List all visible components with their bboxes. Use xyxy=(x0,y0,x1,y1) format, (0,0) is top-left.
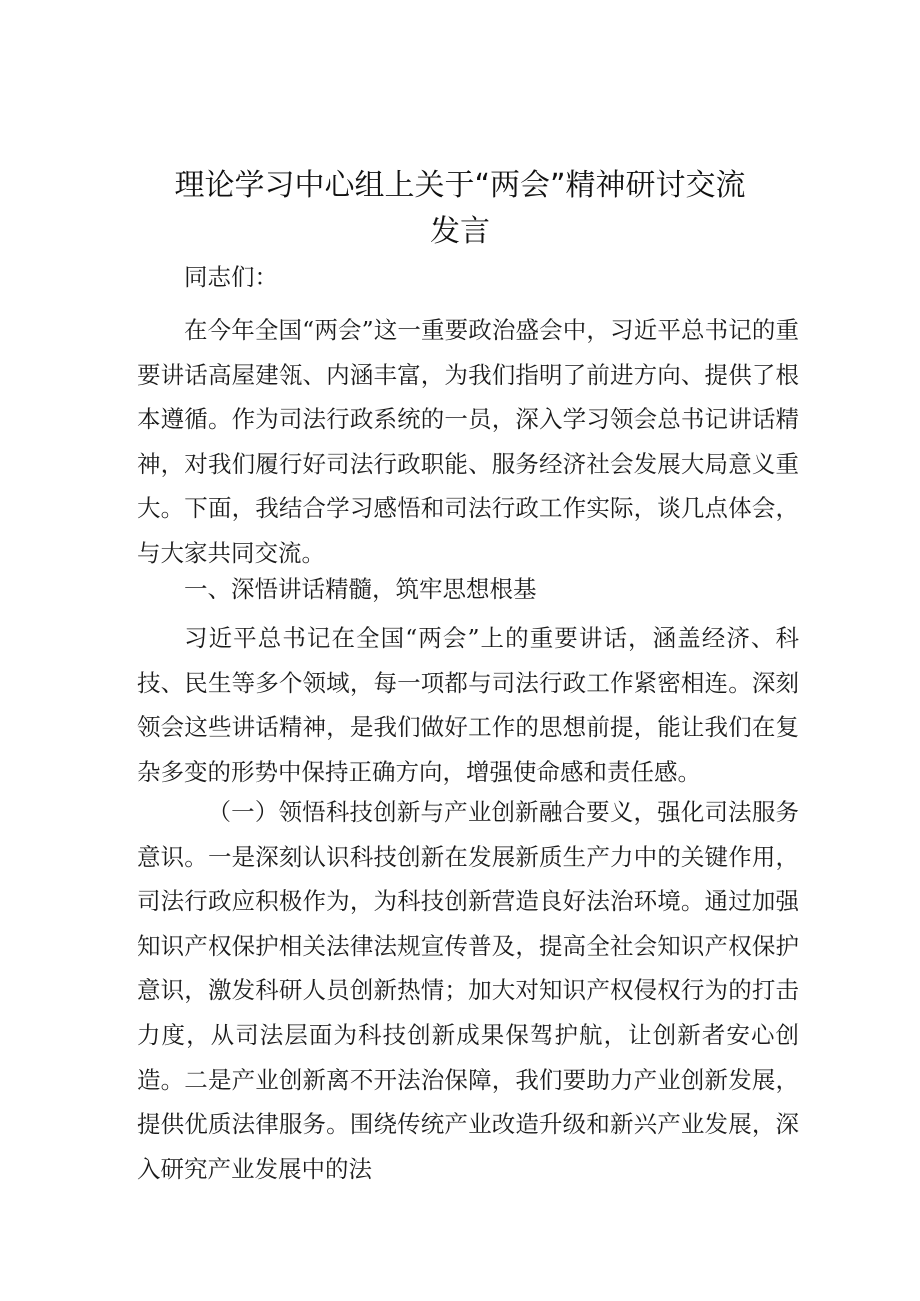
salutation: 同志们： xyxy=(184,263,278,291)
document-title xyxy=(100,163,820,255)
section-heading-1: 一、深悟讲话精髓，筑牢思想根基 xyxy=(184,575,537,603)
title-line-2: 发言 xyxy=(430,214,490,249)
paragraph-intro-text: 在今年全国“两会”这一重要政治盛会中，习近平总书记的重要讲话高屋建瓴、内涵丰富，为我们指明了前进方向、提供了根本遵循。作为司法行政系统的一员，深入学习领会总书记讲话精神，对我们履行好司法行政职能、服务经济社会发展大局意义重大。下面，我结合学习感悟和司法行政工作实际，谈几点体会，与大家共同交流。 xyxy=(137,316,799,567)
paragraph-intro xyxy=(137,308,799,576)
paragraph-section-1 xyxy=(137,616,799,794)
title-line-1: 理论学习中心组上关于“两会”精神研讨交流 xyxy=(174,168,746,203)
paragraph-section-1-text: 习近平总书记在全国“两会”上的重要讲话，涵盖经济、科技、民生等多个领域，每一项都与司法行政工作紧密相连。深刻领会这些讲话精神，是我们做好工作的思想前提，能让我们在复杂多变的形势中保持正确方向，增强使命感和责任感。 xyxy=(137,624,799,786)
paragraph-subsection-1-text: （一）领悟科技创新与产业创新融合要义，强化司法服务意识。一是深刻认识科技创新在发展新质生产力中的关键作用，司法行政应积极作为，为科技创新营造良好法治环境。通过加强知识产权保护相关法律法规宣传普及，提高全社会知识产权保护意识，激发科研人员创新热情；加大对知识产权侵权行为的打击力度，从司法层面为科技创新成果保驾护航，让创新者安心创造。二是产业创新离不开法治保障，我们要助力产业创新发展，提供优质法律服务。围绕传统产业改造升级和新兴产业发展，深入研究产业发展中的法 xyxy=(137,798,799,1183)
paragraph-subsection-1 xyxy=(137,790,799,1191)
